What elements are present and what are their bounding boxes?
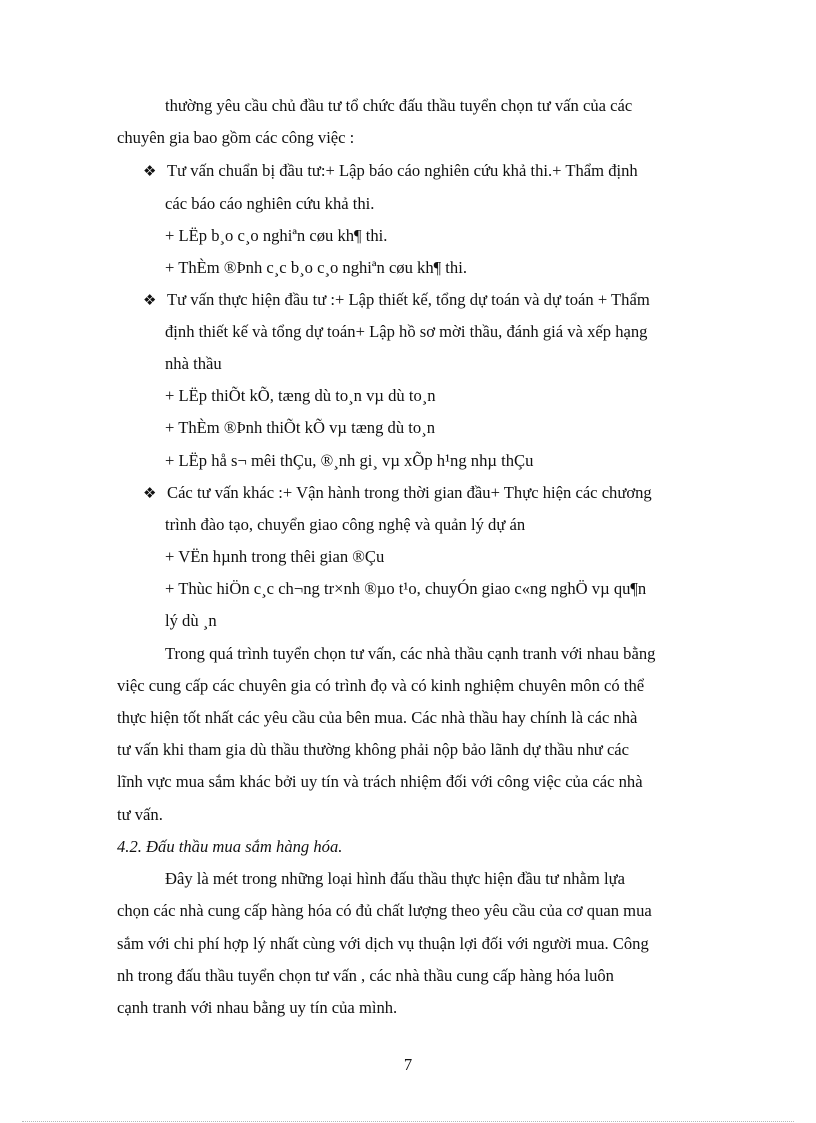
bullet-text: Tư vấn chuẩn bị đầu tư:+ Lập báo cáo nghiên cứu khả thi.+ Thẩm định <box>167 161 638 180</box>
paragraph-text-line: việc cung cấp các chuyên gia có trình đọ và có kinh nghiệm chuyên môn có thể <box>117 676 645 695</box>
sub-item: lý dù ¸n <box>165 611 217 630</box>
paragraph-text-line: lĩnh vực mua sắm khác bởi uy tín và trách nhiệm đối với công việc của các nhà <box>117 772 643 791</box>
sub-item: + ThÈm ®Þnh thiÕt kÕ vµ tæng dù to¸n <box>165 418 435 437</box>
sub-item: + ThÈm ®Þnh c¸c b¸o c¸o nghiªn cøu kh¶ thi. <box>165 258 467 277</box>
sub-item: + VËn hµnh trong thêi gian ®Çu <box>165 547 385 566</box>
diamond-bullet-icon: ❖ <box>143 291 157 309</box>
sub-item: + LËp thiÕt kÕ, tæng dù to¸n vµ dù to¸n <box>165 386 436 405</box>
paragraph-text-line: tư vấn khi tham gia dù thầu thường không phải nộp bảo lãnh dự thầu như các <box>117 740 630 759</box>
paragraph-text-line: nh trong đấu thầu tuyển chọn tư vấn , các nhà thầu cung cấp hàng hóa luôn <box>117 966 614 985</box>
page-bottom-divider <box>22 1121 794 1122</box>
sub-item: + LËp hå s¬ mêi thÇu, ®¸nh gi¸ vµ xÕp h¹ng nhµ thÇu <box>165 451 534 470</box>
paragraph-text-line: sắm với chi phí hợp lý nhất cùng với dịch vụ thuận lợi đối với người mua. Công <box>117 934 649 953</box>
paragraph-intro-line: thường yêu cầu chủ đầu tư tổ chức đấu thầu tuyển chọn tư vấn của các <box>165 96 633 115</box>
paragraph-text-line: Đây là mét trong những loại hình đấu thầu thực hiện đầu tư nhằm lựa <box>165 869 625 888</box>
sub-item: + LËp b¸o c¸o nghiªn cøu kh¶ thi. <box>165 226 388 245</box>
page-number: 7 <box>403 1055 413 1074</box>
paragraph-text-line: Trong quá trình tuyển chọn tư vấn, các nhà thầu cạnh tranh với nhau bằng <box>165 644 656 663</box>
section-heading: 4.2. Đấu thầu mua sắm hàng hóa. <box>117 837 343 856</box>
bullet-text: Các tư vấn khác :+ Vận hành trong thời gian đầu+ Thực hiện các chương <box>167 483 652 502</box>
diamond-bullet-icon: ❖ <box>143 484 157 502</box>
diamond-bullet-icon: ❖ <box>143 162 157 180</box>
bullet-text: nhà thầu <box>165 354 222 373</box>
sub-item: + Thùc hiÖn c¸c ch¬ng tr×nh ®µo t¹o, chuyÓn giao c«ng nghÖ vµ qu¶n <box>165 579 647 598</box>
bullet-text: trình đào tạo, chuyển giao công nghệ và quản lý dự án <box>165 515 526 534</box>
paragraph-text-line: chọn các nhà cung cấp hàng hóa có đủ chất lượng theo yêu cầu của cơ quan mua <box>117 901 652 920</box>
paragraph-text-line: thực hiện tốt nhất các yêu cầu của bên mua. Các nhà thầu hay chính là các nhà <box>117 708 638 727</box>
bullet-text: Tư vấn thực hiện đầu tư :+ Lập thiết kế, tổng dự toán và dự toán + Thẩm <box>167 290 650 309</box>
paragraph-intro-line: chuyên gia bao gồm các công việc : <box>117 128 355 147</box>
bullet-text: các báo cáo nghiên cứu khả thi. <box>165 194 375 213</box>
paragraph-text-line: cạnh tranh với nhau bằng uy tín của mình. <box>117 998 398 1017</box>
paragraph-text-line: tư vấn. <box>117 805 163 824</box>
bullet-text: định thiết kế và tổng dự toán+ Lập hồ sơ mời thầu, đánh giá và xếp hạng <box>165 322 648 341</box>
